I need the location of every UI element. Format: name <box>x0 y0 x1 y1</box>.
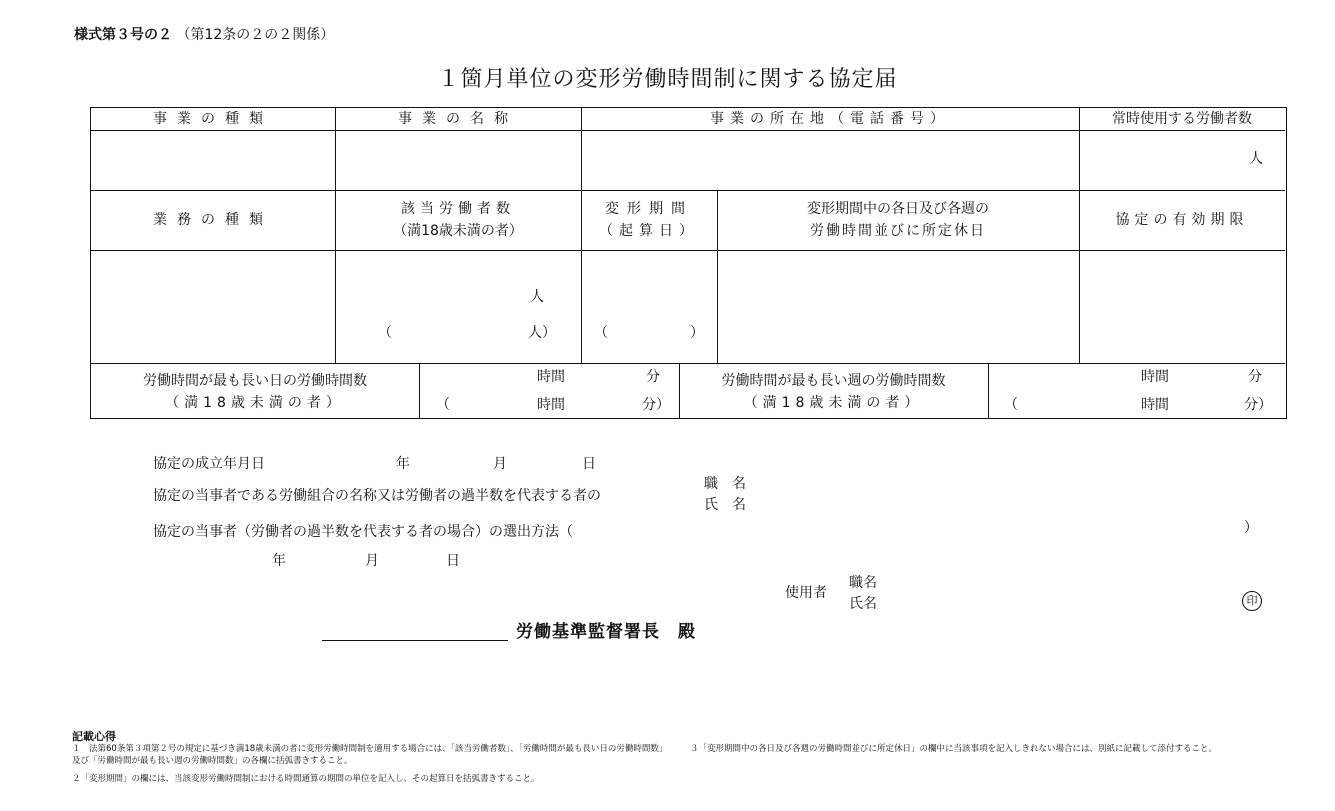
header-workers-count: 該当労働者数 <box>401 201 515 217</box>
note-item: ２「変形期間」の欄には、当該変形労働時間制における時間通算の期間の単位を記入し、その起算日を括弧書きすること。 <box>72 774 540 784</box>
submission-year: 年 <box>272 553 286 569</box>
longest-week-minor-minutes: 分） <box>1244 397 1272 413</box>
note-item: １ 法第60条第３項第２号の規定に基づき満18歳未満の者に変形労働時間制を適用する場合には、「該当労働者数」、「労働時間が最も長い日の労働時間数」及び「労働時間が最も長い週の労働時間数」の各欄に括弧書きすること。 <box>72 744 664 766</box>
established-year: 年 <box>396 456 410 472</box>
longest-day-label: 労働時間が最も長い日の労働時間数 <box>143 373 367 389</box>
longest-week-paren-open: （ <box>1004 397 1018 413</box>
header-business-name: 事業の名称 <box>398 111 518 127</box>
row-divider <box>91 250 1285 251</box>
page-title: １箇月単位の変形労働時間制に関する協定届 <box>437 67 898 92</box>
workers-minor-paren-open: （ <box>378 325 392 341</box>
header-business-type: 事業の種類 <box>153 111 273 127</box>
longest-week-minutes: 分 <box>1248 369 1262 385</box>
established-month: 月 <box>493 456 507 472</box>
longest-day-paren-open: （ <box>436 397 450 413</box>
longest-week-minor-hours: 時間 <box>1141 397 1169 413</box>
header-validity: 協定の有効期限 <box>1115 212 1249 228</box>
selection-method-label: 協定の当事者（労働者の過半数を代表する者の場合）の選出方法（ <box>153 524 573 540</box>
period-paren-close: ） <box>690 325 704 341</box>
header-workers-minor: （満18歳未満の者） <box>393 223 523 239</box>
selection-method-close: ） <box>1244 520 1258 536</box>
regular-workers-unit: 人 <box>1249 151 1263 167</box>
header-period: 変形期間 <box>605 201 693 217</box>
labor-office-addressee: 労働基準監督署長 殿 <box>516 622 696 642</box>
union-representative-label: 協定の当事者である労働組合の名称又は労働者の過半数を代表する者の <box>153 488 601 504</box>
longest-day-minor-hours: 時間 <box>537 397 565 413</box>
col-divider <box>1079 108 1080 363</box>
employer-name-label: 氏名 <box>849 596 877 612</box>
established-day: 日 <box>582 456 596 472</box>
longest-day-minutes: 分 <box>646 369 660 385</box>
workers-unit: 人 <box>530 289 544 305</box>
longest-day-hours: 時間 <box>537 369 565 385</box>
union-job-title-label: 職 名 <box>704 476 746 492</box>
longest-week-label: 労働時間が最も長い週の労働時間数 <box>721 373 946 389</box>
row-divider <box>91 130 1285 131</box>
form-number: 様式第３号の２ <box>74 27 172 43</box>
longest-week-minor: （満18歳未満の者） <box>743 395 924 411</box>
notes-heading: 記載心得 <box>72 730 116 743</box>
form-reference: （第12条の２の２関係） <box>176 27 335 43</box>
employer-job-title-label: 職名 <box>849 575 877 591</box>
longest-day-minor: （満18歳未満の者） <box>165 395 345 411</box>
seal-mark: 印 <box>1242 591 1262 611</box>
header-work-type: 業務の種類 <box>153 212 273 228</box>
employer-label: 使用者 <box>785 585 827 601</box>
established-date-label: 協定の成立年月日 <box>153 456 265 472</box>
header-period-start: （起算日） <box>599 223 699 239</box>
header-business-address: 事業の所在地（電話番号） <box>710 111 950 127</box>
note-item: ３「変形期間中の各日及び各週の労働時間並びに所定休日」の欄中に当該事項を記入しきれない場合には、別紙に記載して添付すること。 <box>690 744 1218 754</box>
longest-day-minor-minutes: 分） <box>642 397 670 413</box>
workers-minor-unit: 人） <box>528 325 556 341</box>
form-code <box>74 24 334 44</box>
union-name-label: 氏 名 <box>704 497 746 513</box>
header-schedule: 変形期間中の各日及び各週の <box>807 201 989 217</box>
row-divider <box>91 190 1285 191</box>
header-schedule-holidays: 労働時間並びに所定休日 <box>810 223 986 239</box>
header-regular-workers: 常時使用する労働者数 <box>1112 111 1252 127</box>
submission-day: 日 <box>446 553 460 569</box>
col-divider <box>988 363 989 418</box>
col-divider <box>419 363 420 418</box>
agreement-table <box>90 107 1287 419</box>
period-paren-open: （ <box>594 325 608 341</box>
office-name-underline <box>322 640 508 641</box>
submission-month: 月 <box>365 553 379 569</box>
longest-week-hours: 時間 <box>1141 369 1169 385</box>
row-divider <box>91 363 1285 364</box>
